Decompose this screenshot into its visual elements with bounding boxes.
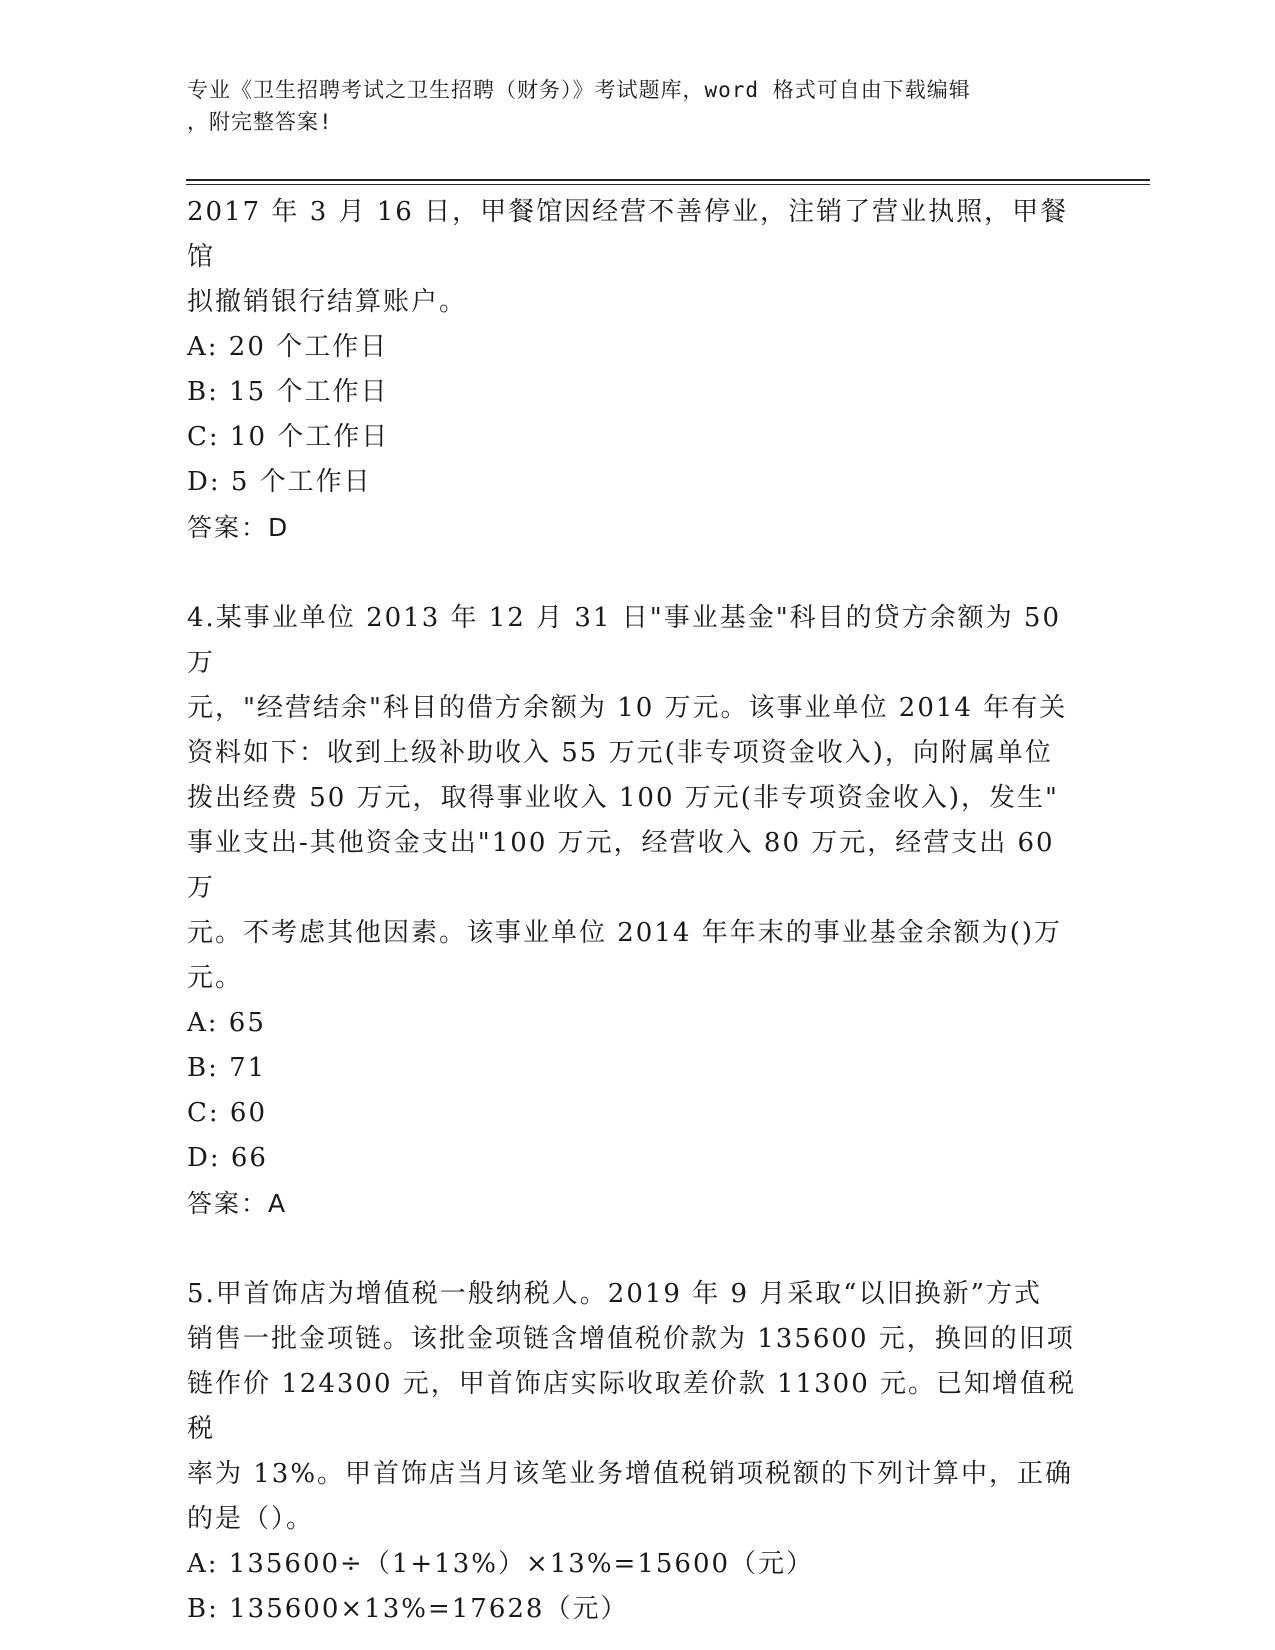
- question-stem-line: 拟撤销银行结算账户。: [187, 287, 468, 317]
- answer: 答案：A: [187, 1189, 288, 1218]
- question-stem-line: 4.某事业单位 2013 年 12 月 31 日"事业基金"科目的贷方余额为 50 万: [187, 603, 1061, 678]
- option-b: B: 15 个工作日: [187, 377, 389, 407]
- document-body: [187, 190, 1087, 1632]
- option-d: D: 5 个工作日: [187, 467, 372, 497]
- question-5: [187, 1272, 1087, 1632]
- question-stem-line: 元，"经营结余"科目的借方余额为 10 万元。该事业单位 2014 年有关: [187, 693, 1068, 723]
- question-stem-line: 的是（）。: [187, 1504, 315, 1534]
- option-d: D: 66: [187, 1143, 268, 1173]
- question-stem-line: 事业支出-其他资金支出"100 万元，经营收入 80 万元，经营支出 60 万: [187, 828, 1055, 903]
- document-header: [187, 74, 1067, 138]
- question-3: [187, 190, 1087, 550]
- question-stem-line: 资料如下：收到上级补助收入 55 万元(非专项资金收入)，向附属单位: [187, 738, 1053, 768]
- option-c: C: 60: [187, 1098, 268, 1128]
- question-stem-line: 2017 年 3 月 16 日，甲餐馆因经营不善停业，注销了营业执照，甲餐馆: [187, 197, 1069, 272]
- option-a: A: 135600÷（1+13%）×13%=15600（元）: [187, 1549, 815, 1579]
- option-b: B: 71: [187, 1053, 267, 1083]
- question-stem-line: 元。不考虑其他因素。该事业单位 2014 年年末的事业基金余额为()万: [187, 918, 1062, 948]
- question-stem-line: 链作价 124300 元，甲首饰店实际收取差价款 11300 元。已知增值税税: [187, 1369, 1077, 1444]
- option-a: A: 20 个工作日: [187, 332, 389, 362]
- question-stem-line: 元。: [187, 963, 244, 993]
- question-stem-line: 拨出经费 50 万元，取得事业收入 100 万元(非专项资金收入)，发生": [187, 783, 1060, 813]
- question-stem-line: 销售一批金项链。该批金项链含增值税价款为 135600 元，换回的旧项: [187, 1324, 1075, 1354]
- header-line-2: ，附完整答案!: [187, 110, 333, 134]
- question-stem-line: 5.甲首饰店为增值税一般纳税人。2019 年 9 月采取“以旧换新”方式: [187, 1279, 1042, 1309]
- header-line-1: 专业《卫生招聘考试之卫生招聘（财务）》考试题库，word 格式可自由下载编辑: [187, 78, 971, 102]
- option-b: B: 135600×13%=17628（元）: [187, 1594, 629, 1624]
- answer: 答案：D: [187, 513, 290, 542]
- question-stem-line: 率为 13%。甲首饰店当月该笔业务增值税销项税额的下列计算中，正确: [187, 1459, 1074, 1489]
- option-c: C: 10 个工作日: [187, 422, 390, 452]
- option-a: A: 65: [187, 1008, 266, 1038]
- question-4: [187, 596, 1087, 1226]
- header-divider-thin: [186, 184, 1150, 185]
- header-divider-thick: [186, 179, 1150, 181]
